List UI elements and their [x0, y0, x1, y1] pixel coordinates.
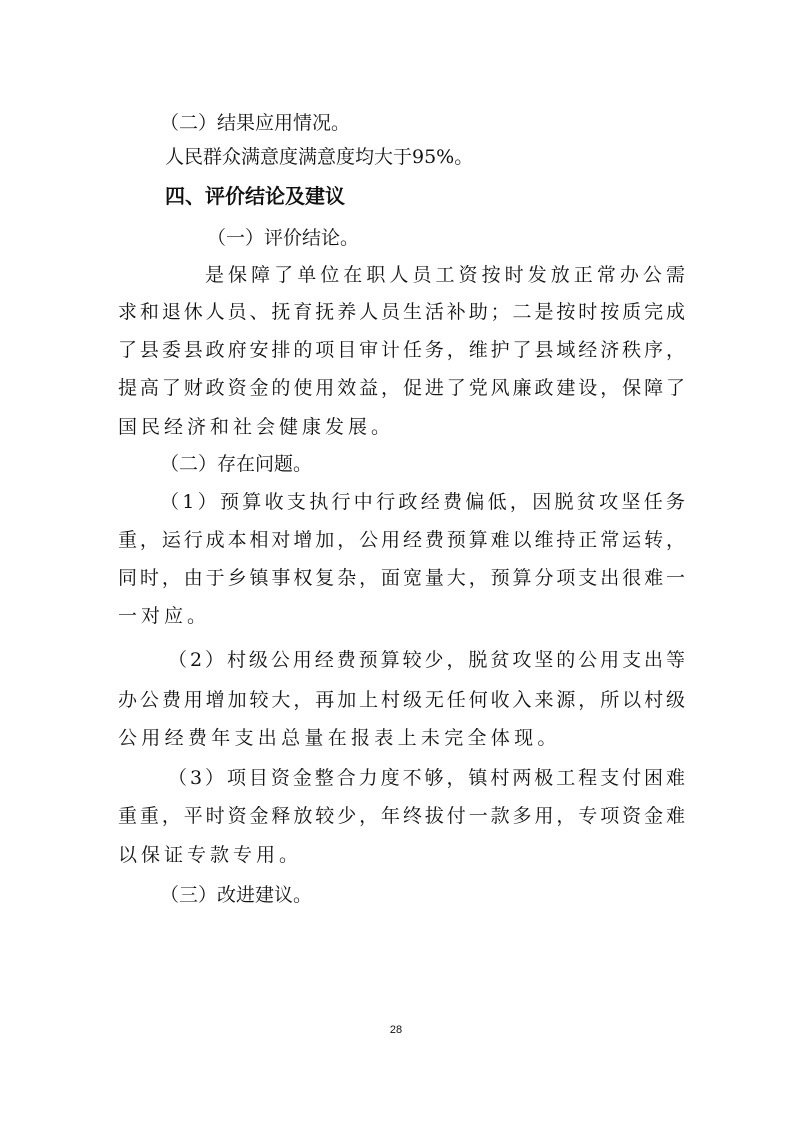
paragraph-line: 重重，平时资金释放较少，年终拔付一款多用，专项资金难 [118, 805, 685, 827]
paragraph-line: 国民经济和社会健康发展。 [118, 416, 395, 438]
paragraph-line: 了县委县政府安排的项目审计任务，维护了县域经济秩序， [118, 339, 685, 361]
section-heading: 四、评价结论及建议 [165, 184, 345, 208]
paragraph-line: 公用经费年支出总量在报表上未完全体现。 [118, 727, 561, 749]
paragraph-line: 人民群众满意度满意度均大于95%。 [165, 146, 474, 168]
paragraph-line: 提高了财政资金的使用效益，促进了党风廉政建设，保障了 [118, 377, 685, 399]
paragraph-line: 同时，由于乡镇事权复杂，面宽量大，预算分项支出很难一 [118, 567, 685, 589]
paragraph-line: 重，运行成本相对增加，公用经费预算难以维持正常运转， [118, 529, 685, 551]
paragraph-line: 一对应。 [118, 605, 211, 627]
paragraph-line: （2）村级公用经费预算较少，脱贫攻坚的公用支出等 [168, 649, 685, 671]
paragraph-line: 是保障了单位在职人员工资按时发放正常办公需 [205, 264, 685, 286]
paragraph-line: 求和退休人员、抚育抚养人员生活补助；二是按时按质完成 [118, 301, 685, 323]
paragraph-line: 办公费用增加较大，再加上村级无任何收入来源，所以村级 [118, 689, 685, 711]
page-number: 28 [389, 1024, 403, 1036]
paragraph-line: （3）项目资金整合力度不够，镇村两极工程支付困难 [168, 767, 685, 789]
subheading-conclusion: （一）评价结论。 [207, 227, 360, 249]
paragraph-line: 以保证专款专用。 [118, 844, 303, 866]
paragraph-line: （1）预算收支执行中行政经费偏低，因脱贫攻坚任务 [160, 491, 685, 513]
subheading-suggestions: （三）改进建议。 [160, 884, 313, 906]
subheading-problems: （二）存在问题。 [160, 453, 313, 475]
subheading-result-application: （二）结果应用情况。 [160, 112, 351, 134]
